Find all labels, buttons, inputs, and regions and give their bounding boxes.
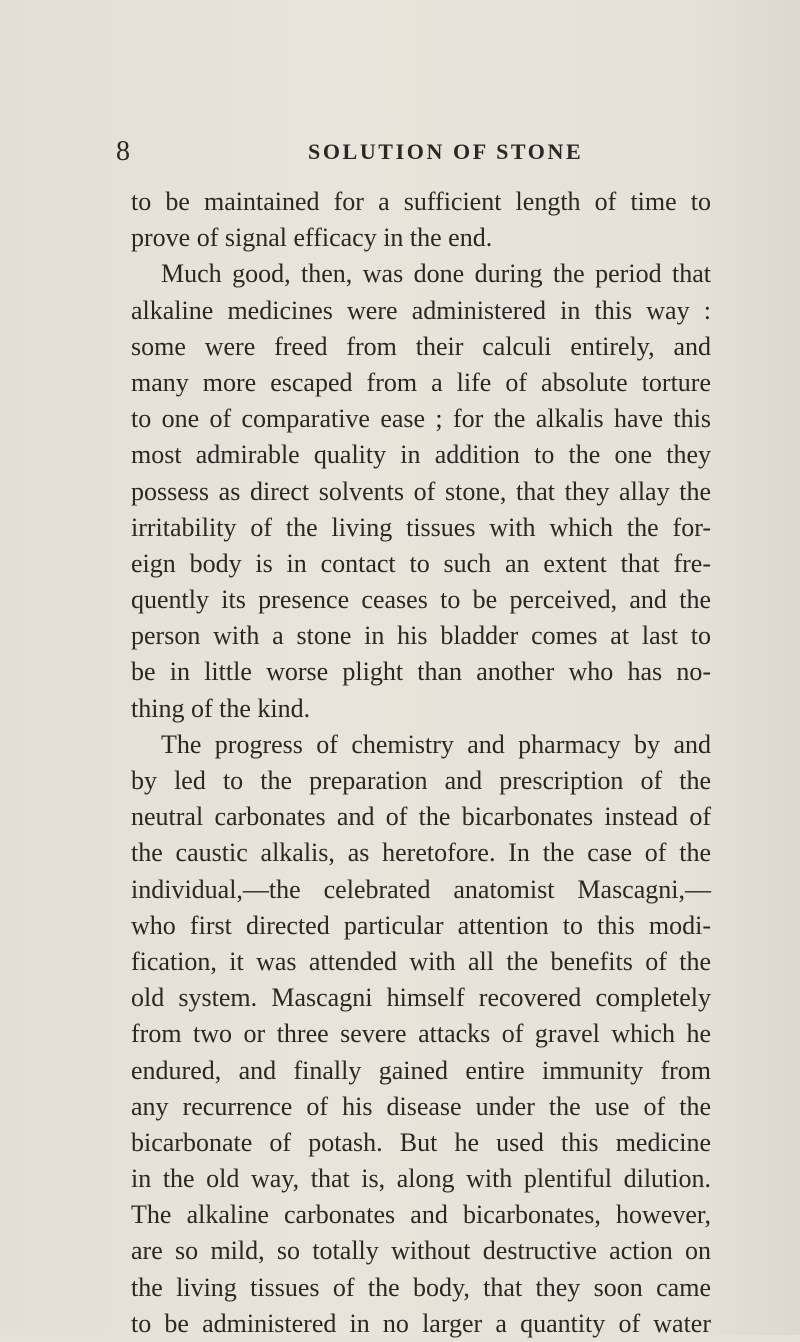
text-line: eign body is in contact to such an extent that fre- — [131, 548, 711, 578]
text-line: neutral carbonates and of the bicarbonates instead of — [131, 802, 711, 832]
text-line: alkaline medicines were administered in this way : — [131, 295, 711, 325]
text-line: bicarbonate of potash. But he used this medicine — [131, 1127, 711, 1157]
text-line: possess as direct solvents of stone, that they allay the — [131, 476, 711, 506]
body-text — [131, 184, 711, 1342]
text-line: are so mild, so totally without destructive action on — [131, 1236, 711, 1266]
text-line: by led to the preparation and prescription of the — [131, 766, 711, 795]
text-line: irritability of the living tissues with which the for- — [131, 512, 711, 542]
running-head — [116, 136, 716, 168]
text-line: who first directed particular attention to this modi- — [131, 910, 711, 940]
text-line: many more escaped from a life of absolute torture — [131, 367, 711, 397]
text-line: prove of signal efficacy in the end. — [131, 223, 493, 253]
text-line: to be administered in no larger a quantity of water — [131, 1308, 711, 1338]
text-line: some were freed from their calculi entirely, and — [131, 331, 711, 361]
text-line: be in little worse plight than another who has no- — [131, 657, 711, 687]
text-line: to one of comparative ease ; for the alkalis have this — [131, 404, 711, 434]
text-line: thing of the kind. — [131, 693, 311, 723]
text-line: the caustic alkalis, as heretofore. In the case of the — [131, 838, 711, 868]
running-title: SOLUTION OF STONE — [308, 139, 584, 164]
text-line: endured, and finally gained entire immunity from — [131, 1055, 711, 1085]
text-line: person with a stone in his bladder comes at last to — [131, 621, 711, 651]
text-line: The alkaline carbonates and bicarbonates, however, — [131, 1200, 711, 1230]
text-line: quently its presence ceases to be perceived, and the — [131, 585, 711, 615]
text-line: old system. Mascagni himself recovered completely — [131, 983, 711, 1013]
text-line: individual,—the celebrated anatomist Mascagni,— — [131, 874, 711, 904]
paragraph-start-line: The progress of chemistry and pharmacy by and — [161, 729, 711, 759]
paragraph-start-line: Much good, then, was done during the period that — [161, 259, 711, 289]
text-line: to be maintained for a sufficient length of time to — [131, 187, 711, 216]
text-line: the living tissues of the body, that they soon came — [131, 1272, 711, 1302]
text-line: any recurrence of his disease under the use of the — [131, 1091, 711, 1121]
text-line: most admirable quality in addition to the one they — [131, 440, 711, 470]
page-number: 8 — [116, 136, 130, 167]
text-line: from two or three severe attacks of gravel which he — [131, 1019, 711, 1049]
text-line: in the old way, that is, along with plentiful dilution. — [131, 1164, 711, 1194]
text-line: fication, it was attended with all the benefits of the — [131, 946, 711, 976]
